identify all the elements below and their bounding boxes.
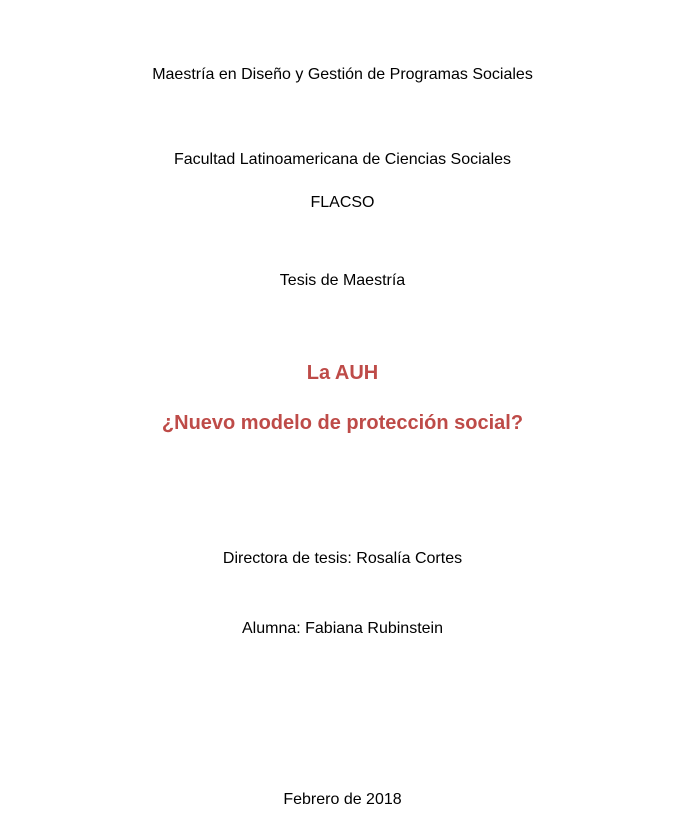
thesis-advisor: Directora de tesis: Rosalía Cortes [222,550,463,567]
program-name: Maestría en Diseño y Gestión de Programas Sociales [152,66,533,83]
publication-date: Febrero de 2018 [283,791,402,808]
institution-acronym: FLACSO [310,194,375,211]
thesis-title-line-1: La AUH [306,362,379,384]
institution-name: Facultad Latinoamericana de Ciencias Sociales [173,151,512,168]
thesis-title-line-2: ¿Nuevo modelo de protección social? [161,412,524,434]
document-type: Tesis de Maestría [279,272,406,289]
thesis-author: Alumna: Fabiana Rubinstein [241,620,443,637]
